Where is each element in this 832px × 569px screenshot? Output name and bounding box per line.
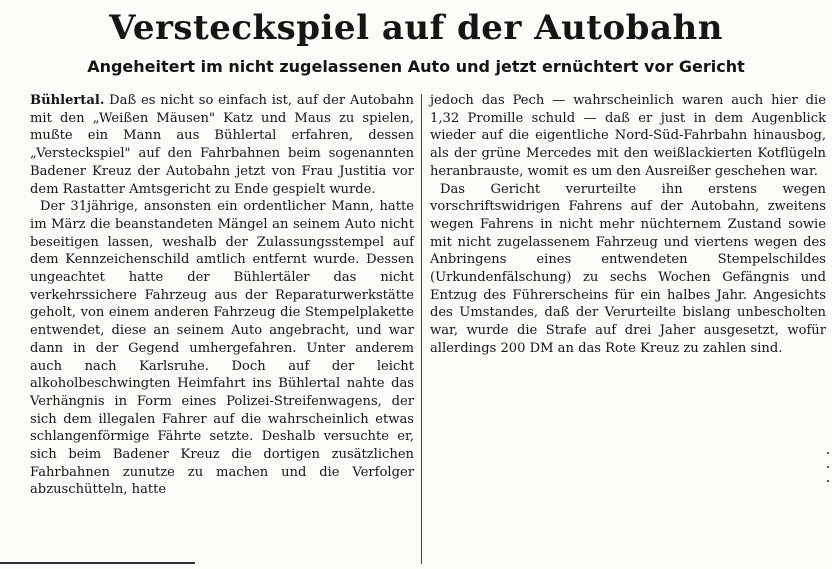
column-divider (421, 94, 422, 564)
paragraph-text: Daß es nicht so einfach ist, auf der Autobahn mit den „Weißen Mäusen" Katz und Maus zu spielen, mußte ein Mann aus Bühlertal erfahren, dessen „Versteckspiel" auf den Fahrbahnen beim sogenannten Badener Kreuz der Autobahn jetzt von Frau Justitia vor dem Rastatter Amtsgericht zu Ende gespielt wurde. (30, 93, 414, 197)
dateline: Bühlertal. (30, 93, 105, 108)
article-paragraph: Das Gericht verurteilte ihn erstens wegen vorschriftswidrigen Fahrens auf der Autobahn, zweitens wegen Fahrens in nicht mehr nüchternem Zustand sowie mit nicht zugelassenem Fahrzeug und viertens wegen des Anbringens eines entwendeten Stempelschildes (Urkundenfälschung) zu sechs Wochen Gefängnis und Entzug des Führerscheins für ein halbes Jahr. Angesichts des Umstandes, daß der Verurteilte bislang unbescholten war, wurde die Strafe auf drei Jaher ausgesetzt, wofür allerdings 200 DM an das Rote Kreuz zu zahlen sind. (430, 181, 826, 356)
article-column-left (30, 92, 414, 499)
article-paragraph (30, 92, 414, 198)
article-paragraph: Der 31jährige, ansonsten ein ordentlicher Mann, hatte im März die beanstandeten Mängel an seinem Auto nicht beseitigen lassen, weshalb der Zulassungsstempel auf dem Kennzeichenschild amtlich entfernt wurde. Dessen ungeachtet hatte der Bühlertäler das nicht verkehrssichere Fahrzeug aus der Reparaturwerkstätte geholt, von einem anderen Fahrzeug die Stempelplakette entwendet, diese an seinem Auto angebracht, und war dann in der Gegend umhergefahren. Unter anderem auch nach Karlsruhe. Doch auf der leicht alkoholbeschwingten Heimfahrt ins Bühlertal nahte das Verhängnis in Form eines Polizei-Streifenwagens, der sich dem illegalen Fahrer auf die wahrscheinlich etwas schlangenförmige Fährte setzte. Deshalb versuchte er, sich beim Badener Kreuz die dortigen zusätzlichen Fahrbahnen zunutze zu machen und die Verfolger abzuschütteln, hatte (30, 199, 414, 498)
scan-edge-marks (826, 440, 830, 500)
subheadline: Angeheitert im nicht zugelassenen Auto und jetzt ernüchtert vor Gericht (87, 57, 745, 76)
article-column-right (430, 92, 826, 358)
headline: Versteckspiel auf der Autobahn (109, 8, 723, 48)
bottom-rule (0, 562, 195, 564)
article-paragraph: jedoch das Pech — wahrscheinlich waren auch hier die 1,32 Promille schuld — daß er just in dem Augenblick wieder auf die eigentliche Nord-Süd-Fahrbahn hinausbog, als der grüne Mercedes mit den weißlackierten Kotflügeln heranbrauste, womit es um den Ausreißer geschehen war. (430, 93, 826, 179)
